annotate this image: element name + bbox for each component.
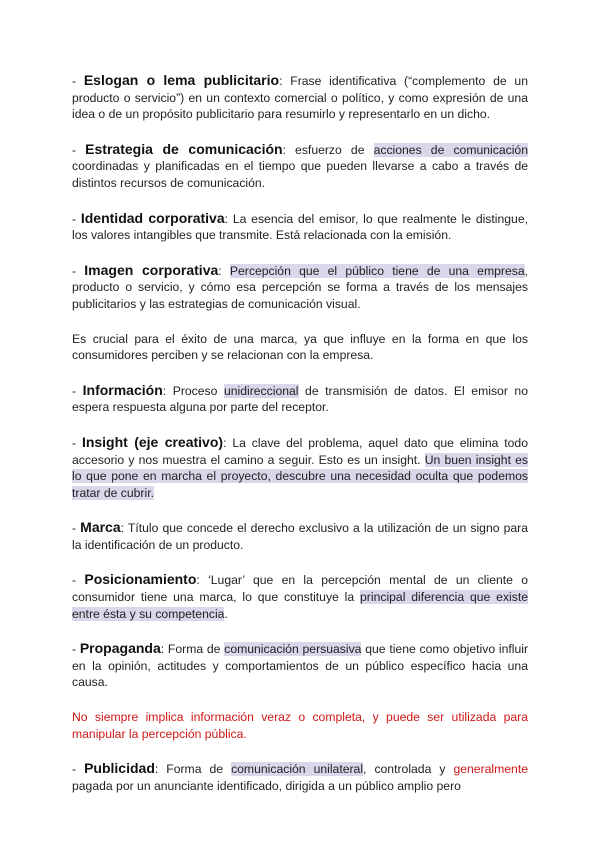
term-heading: Identidad corporativa <box>80 209 225 226</box>
highlighted-text: comunicación persuasiva <box>224 642 362 657</box>
body-text: - <box>72 142 86 157</box>
term-heading: Marca <box>80 519 121 536</box>
highlighted-text: unidireccional <box>223 383 299 398</box>
body-text: : esfuerzo de <box>282 142 374 157</box>
body-text: - <box>72 435 82 450</box>
term-heading: Eslogan o lema publicitario <box>83 72 280 88</box>
body-text: - <box>72 211 81 226</box>
body-text: : ‘Lugar’ que en la percepción mental de un cliente o consumidor tiene una marca, lo que constituye la <box>72 573 528 605</box>
glossary-entry <box>72 331 528 364</box>
body-text: Es crucial para el éxito de una marca, ya que influye en la forma en que los consumidores perciben y se relacionan con la empresa. <box>72 331 528 363</box>
body-text: - <box>72 573 85 588</box>
body-text: : Proceso <box>162 383 224 398</box>
term-heading: Publicidad <box>84 760 155 777</box>
body-text: : La clave del problema, aquel dato que elimina todo accesorio y nos muestra el camino a seguir. Esto es un insight. <box>72 435 528 467</box>
body-text: - <box>72 762 85 777</box>
glossary-entry <box>72 210 528 244</box>
term-heading: Estrategia de comunicación <box>85 140 283 157</box>
term-heading: Imagen corporativa <box>84 261 219 278</box>
body-text: , controlada y <box>363 762 454 777</box>
glossary-entry <box>72 262 528 313</box>
body-text: - <box>72 642 80 657</box>
body-text: - <box>72 521 81 536</box>
glossary-entry <box>72 382 528 416</box>
glossary-entry <box>72 72 528 123</box>
highlighted-text: principal diferencia que existe entre ésta y su competencia <box>72 590 528 621</box>
glossary-entry <box>72 760 528 794</box>
body-text: de transmisión de datos. El emisor no espera respuesta alguna por parte del receptor. <box>72 383 528 415</box>
term-heading: Posicionamiento <box>84 571 197 588</box>
body-text: coordinadas y planificadas en el tiempo que pueden llevarse a cabo a través de distintos recursos de comunicación. <box>72 159 528 190</box>
body-text: : Título que concede el derecho exclusivo a la utilización de un signo para la identificación de un producto. <box>72 521 528 552</box>
body-text: - <box>72 383 83 398</box>
red-note-text: generalmente <box>453 762 528 777</box>
glossary-entry <box>72 640 528 691</box>
glossary-entry <box>72 571 528 622</box>
glossary-entry <box>72 141 528 192</box>
highlighted-text: comunicación unilateral <box>231 762 364 777</box>
glossary-entry <box>72 519 528 553</box>
red-note-text: No siempre implica información veraz o completa, y puede ser utilizada para manipular la percepción pública. <box>72 710 528 741</box>
highlighted-text: Percepción que el público tiene de una empresa <box>229 263 525 278</box>
body-text: : <box>218 263 230 278</box>
glossary-entry <box>72 709 528 742</box>
highlighted-text: Un buen insight es lo que pone en marcha el proyecto, descubre una necesidad oculta que podemos tratar de cubrir. <box>72 452 529 500</box>
body-text: : Forma de <box>160 642 225 657</box>
body-text: - <box>72 263 85 278</box>
term-heading: Insight (eje creativo) <box>81 433 224 450</box>
term-heading: Información <box>82 381 163 398</box>
body-text: : Frase identificativa (“complemento de un producto o servicio”) en un contexto comercial o político, y como expresión de una idea o de un propósito publicitario para resumirlo y representarlo en un dicho. <box>72 74 528 122</box>
body-text: : Forma de <box>154 762 232 777</box>
glossary-entry <box>72 434 528 501</box>
body-text: , producto o servicio, y cómo esa percepción se forma a través de los mensajes publicitarios y las estrategias de comunicación visual. <box>72 263 528 311</box>
body-text: pagada por un anunciante identificado, dirigida a un público amplio pero <box>72 778 461 793</box>
body-text: : La esencia del emisor, lo que realmente le distingue, los valores intangibles que transmite. Está relacionada con la emisión. <box>72 211 528 243</box>
term-heading: Propaganda <box>79 640 161 657</box>
body-text: - <box>72 74 84 88</box>
body-text: que tiene como objetivo influir en la opinión, actitudes y comportamientos de un público específico hacia una causa. <box>72 642 529 690</box>
body-text: . <box>224 606 228 621</box>
highlighted-text: acciones de comunicación <box>373 142 528 157</box>
